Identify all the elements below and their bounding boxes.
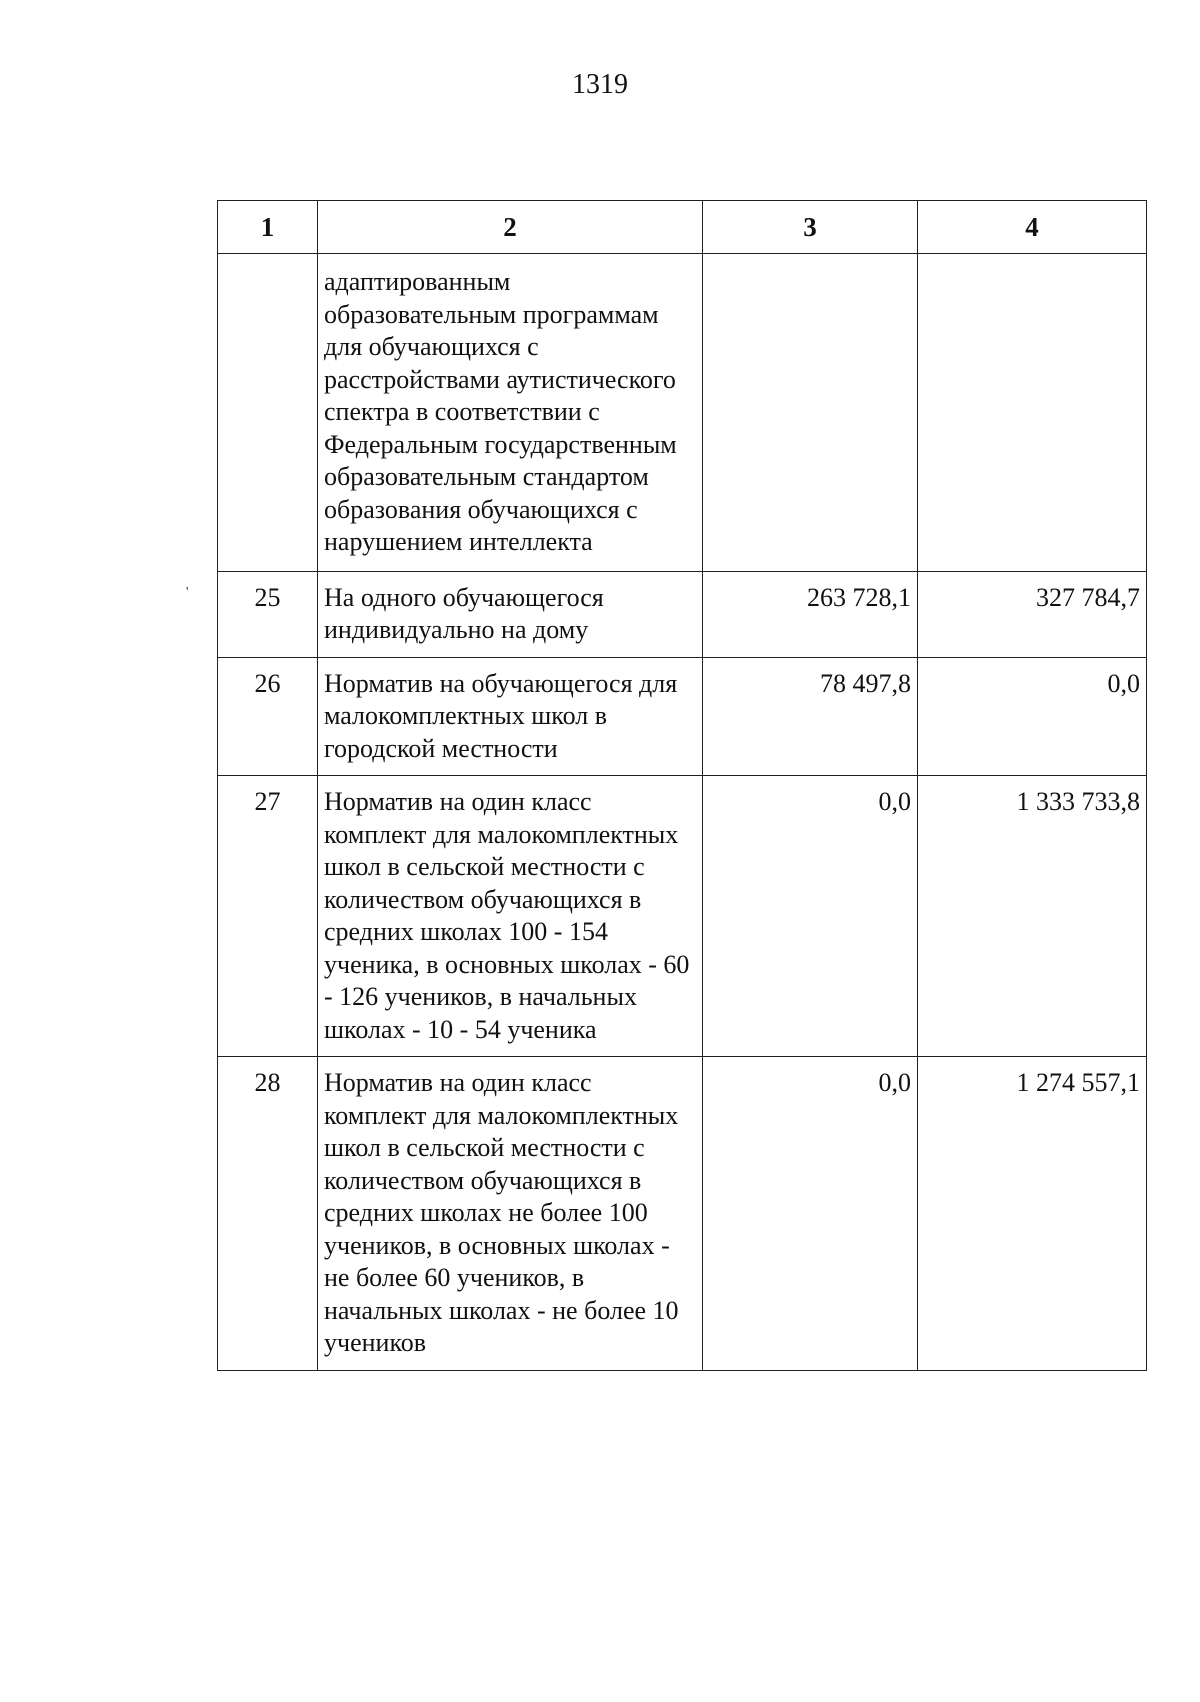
- row-value-col4: 1 333 733,8: [918, 776, 1147, 1057]
- page-number: 1319: [572, 69, 628, 100]
- row-value-col3: 0,0: [703, 1057, 918, 1371]
- row-value-col4: [918, 254, 1147, 572]
- row-value-col4: 1 274 557,1: [918, 1057, 1147, 1371]
- table-row-continuation: [218, 254, 1147, 572]
- row-value-col3: [703, 254, 918, 572]
- row-description: Норматив на один класс комплект для малокомплектных школ в сельской местности с количеством обучающихся в средних школах 100 - 154 ученика, в основных школах - 60 - 126 учеников, в начальных школах - 10 - 54 ученика: [318, 776, 703, 1057]
- row-description: адаптированным образовательным программам для обучающихся с расстройствами аутистического спектра в соответствии с Федеральным государственным образовательным стандартом образования обучающихся с нарушением интеллекта: [318, 254, 703, 572]
- header-col-3: 3: [703, 201, 918, 254]
- row-value-col3: 263 728,1: [703, 571, 918, 657]
- table-header-row: [218, 201, 1147, 254]
- scan-artifact: ': [186, 585, 189, 600]
- row-number: 28: [218, 1057, 318, 1371]
- row-description: Норматив на один класс комплект для малокомплектных школ в сельской местности с количеством обучающихся в средних школах не более 100 учеников, в основных школах - не более 60 учеников, в начальных школах - не более 10 учеников: [318, 1057, 703, 1371]
- table-row: [218, 776, 1147, 1057]
- table-row: [218, 657, 1147, 776]
- table-row: [218, 571, 1147, 657]
- row-description: Норматив на обучающегося для малокомплектных школ в городской местности: [318, 657, 703, 776]
- row-number: 27: [218, 776, 318, 1057]
- standards-table: [217, 200, 1147, 1371]
- header-col-2: 2: [318, 201, 703, 254]
- row-number: 25: [218, 571, 318, 657]
- row-number-cell: [218, 254, 318, 572]
- row-description: На одного обучающегося индивидуально на дому: [318, 571, 703, 657]
- header-col-1: 1: [218, 201, 318, 254]
- row-value-col4: 0,0: [918, 657, 1147, 776]
- row-number: 26: [218, 657, 318, 776]
- row-value-col3: 0,0: [703, 776, 918, 1057]
- row-value-col4: 327 784,7: [918, 571, 1147, 657]
- table-row: [218, 1057, 1147, 1371]
- header-col-4: 4: [918, 201, 1147, 254]
- row-value-col3: 78 497,8: [703, 657, 918, 776]
